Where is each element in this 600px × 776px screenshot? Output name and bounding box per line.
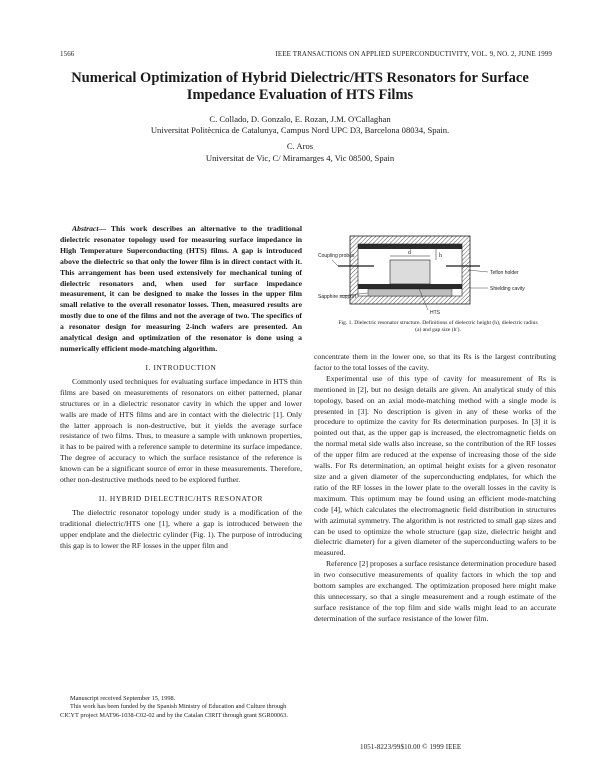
diameter-label: d: [408, 250, 411, 256]
hybrid-paragraph: The dielectric resonator topology under study is a modification of the traditional dielectric/HTS one [1], where a gap is introduced between the upper endplate and the dielectric cylinder (Fig. 1). The purpose of introducing this gap is to lower the RF losses in the upper film and: [60, 507, 302, 550]
abstract-text: This work describes an alternative to the traditional dielectric resonator topology used for measuring surface impedance in High Temperature Superconducting (HTS) films. A gap is introduced above the dielectric so that only the lower film is in direct contact with it. This arrangement has been used extensively for mechanical tuning of dielectric resonators and, when used for surface impedance measurement, it can be designed to make the losses in the upper film small relative to the overall resonator losses. Then, measured results are mostly due to one of the films and not the average of two. The specifics of a resonator design for measuring 2-inch wafers are presented. An analytical design and optimization of the resonator is done using a numerically efficient mode-matching algorithm.: [60, 224, 302, 353]
label-teflon-holder: Teflon holder: [490, 270, 519, 276]
figure-caption: Fig. 1. Dielectric resonator structure. Definitions of dielectric height (h), dielectric radius (a) and gap size (h′).: [338, 320, 538, 333]
label-coupling-probes: Coupling probes: [318, 253, 355, 259]
footnote-funding: This work has been funded by the Spanish Ministry of Education and Culture through CICYT project MAT96-1038-C02-02 and by the Catalan CIRIT through grant SGR00063.: [60, 703, 289, 719]
right-column: [314, 352, 556, 625]
footnotes: [60, 695, 302, 720]
paper-title: Numerical Optimization of Hybrid Dielectric/HTS Resonators for Surface Impedance Evaluation of HTS Films: [71, 70, 529, 103]
left-column: [60, 224, 302, 552]
hybrid-heading: II. HYBRID DIELECTRIC/HTS RESONATOR: [98, 493, 264, 503]
right-paragraph-2: Experimental use of this type of cavity for measurement of Rs is mentioned in [2], but no design details are given. An analytical study of this topology, based on an axial mode-matching method with a single mode is presented in [3]. No description is given in any of these works of the procedure to optimize the cavity for Rs determination purposes. In [3] it is pointed out that, as the upper gap is increased, the electromagnetic fields on the normal metal side walls also increase, so the contribution of the RF losses of the upper film are reduced at the expense of increasing those of the side walls. For Rs determination, an optimal height exists for a given resonator size and a given diameter of the superconducting endplates, for which the ratio of the RF losses in the lower plate to the overall losses in the cavity is maximum. This optimum may be found using an efficient mode-matching code [4], which calculates the electromagnetic field distribution in structures with azimutal symmetry. The algorithm is not restricted to small gap sizes and can be used to optimize the whole structure (gap size, dielectric height and dielectric diameter) for a given diameter of the superconducting wafers to be measured.: [314, 373, 556, 558]
affiliation-2: Universitat de Vic, C/ Miramarges 4, Vic 08500, Spain: [205, 153, 395, 163]
right-paragraph-3: Reference [2] proposes a surface resistance determination procedure based in two consecutive measurements of quality factors in which the top and bottom samples are exchanged. The optimization proposed here might make this unnecessary, so that a single measurement and a rough estimate of the surface resistance of the top film and side walls might lead to an accurate determination of the surface resistance of the lower film.: [314, 559, 556, 623]
intro-paragraph: Commonly used techniques for evaluating surface impedance in HTS thin films are based on measurements of resonators on either patterned, planar structures or in a dielectric resonator cavity in which the upper and lower walls are made of HTS films and are in contact with the dielectric [1]. Only the latter approach is non-destructive, but it yields the average surface resistance of two films. Thus, to measure a sample with unknown properties, it has to be paired with a reference sample to determine its surface impedance. The degree of accuracy to which the surface resistance of the reference is known can be a significant source of error in these measurements. Therefore, other non-destructive methods need to be explored further.: [60, 376, 302, 485]
abstract: [60, 224, 302, 355]
dielectric-cylinder: [390, 260, 430, 284]
gap-label: h: [439, 253, 442, 259]
footnote-received: Manuscript received September 15, 1998.: [70, 695, 176, 702]
page-number: 1566: [60, 50, 75, 58]
label-hts: HTS: [430, 310, 440, 316]
figure-resonator-diagram: [318, 226, 558, 316]
label-shielding-cavity: Shielding cavity: [490, 286, 525, 292]
author-line-2: C. Aros: [286, 141, 314, 151]
upper-hts-film: [358, 244, 462, 249]
running-header: IEEE TRANSACTIONS ON APPLIED SUPERCONDUCTIVITY, VOL. 9, NO. 2, JUNE 1999: [275, 50, 552, 58]
sapphire-support-block: [368, 289, 452, 296]
affiliation-1: Universitat Politècnica de Catalunya, Campus Nord UPC D3, Barcelona 08034, Spain.: [150, 125, 450, 135]
abstract-lead: Abstract—: [72, 224, 107, 233]
label-sapphire-support: Sapphire support: [318, 294, 357, 300]
intro-heading: I. INTRODUCTION: [145, 362, 217, 372]
lower-hts-film: [358, 284, 462, 289]
issn-footer: 1051-8223/99$10.00 © 1999 IEEE: [360, 743, 462, 751]
author-line-1: C. Collado, D. Gonzalo, E. Rozan, J.M. O'Callaghan: [209, 114, 391, 124]
right-paragraph-1: concentrate them in the lower one, so that its Rs is the largest contributing factor to the total losses of the cavity.: [314, 352, 556, 372]
